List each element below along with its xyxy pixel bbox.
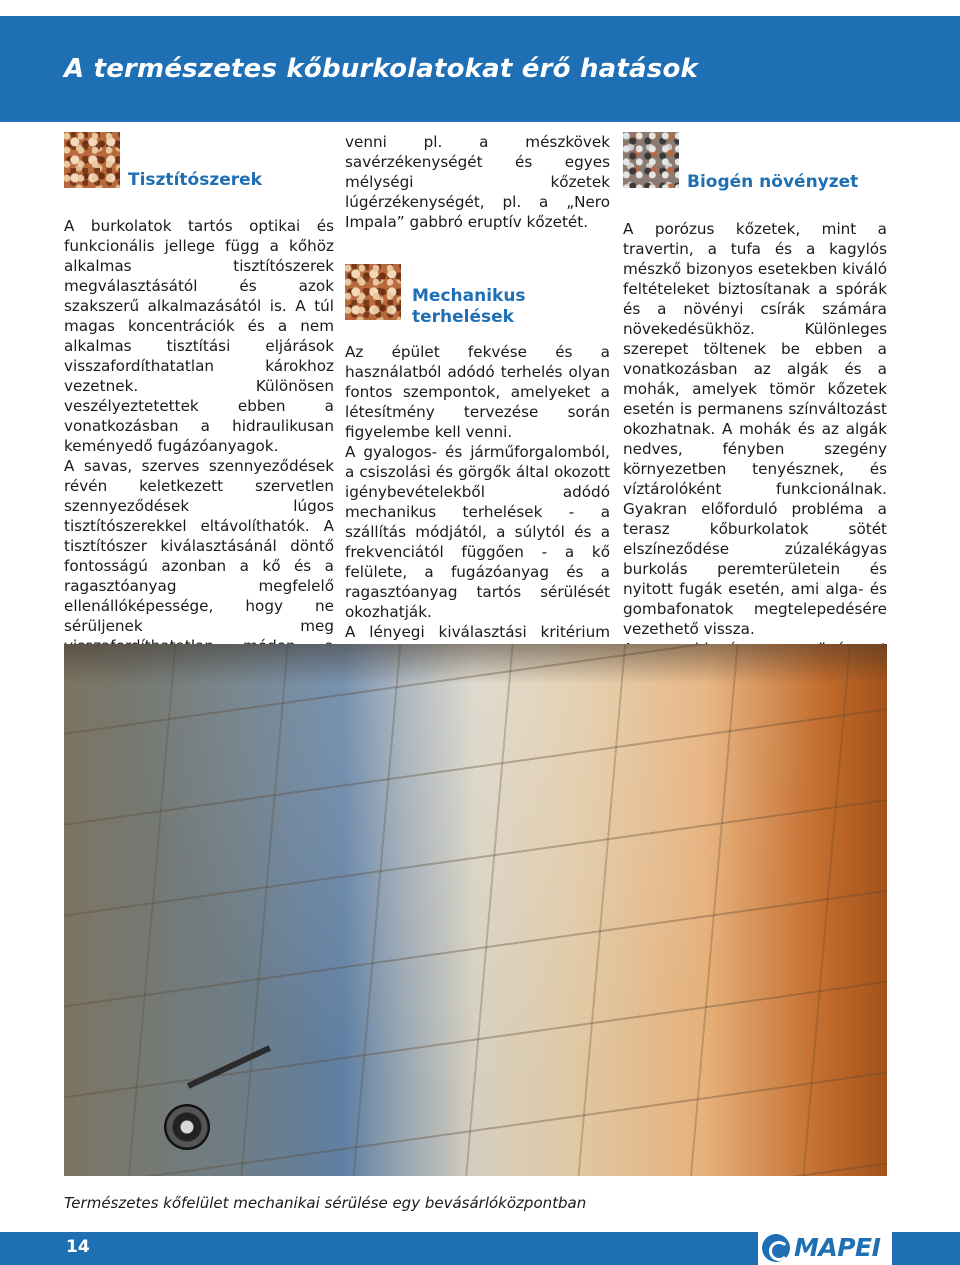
floor-damage-photo [64, 644, 887, 1176]
page-title: A természetes kőburkolatokat érő hatások [64, 54, 699, 84]
column-cleaning-agents [64, 132, 334, 696]
cart-wheel [164, 1104, 210, 1150]
page-number: 14 [66, 1237, 90, 1257]
paragraph: A gyalogos- és járműforgalomból, a csiszolási és görgők által okozott igénybevételekből adódó mechanikus terhelések - a szállítás módjától, a súlytól és a frekvenciától függően - a kő felülete, a fugázóanyag és a ragasztóanyag tartós sérülését okozhatják. [345, 443, 610, 621]
section-body [64, 216, 334, 696]
photo-caption: Természetes kőfelület mechanikai sérülése egy bevásárlóközpontban [64, 1194, 587, 1212]
section-heading: Tisztítószerek [128, 170, 262, 190]
photo-shadow [64, 644, 887, 684]
column-mechanical-loads [345, 132, 610, 702]
section-header-mechanical-loads [345, 264, 610, 342]
mapei-logo-icon [762, 1234, 790, 1262]
section-header-biogenic-growth [623, 132, 887, 196]
stone-texture-thumbnail [64, 132, 120, 188]
stone-texture-thumbnail [623, 132, 679, 188]
section-header-cleaning-agents [64, 132, 334, 196]
paragraph: A lényegi kiválasztási kritérium [345, 623, 610, 641]
stone-tile-floor [64, 644, 887, 1176]
paragraph: A savas, szerves szennyeződések révén keletkezett szervetlen szennyeződések lúgos tisztítószerekkel eltávolíthatók. A tisztítószer kiválasztásánál döntő fontosságú azonban a kő és a ragasztóanyag megfelelő ellenállóképessége, hogy ne sérüljenek meg [64, 457, 334, 635]
continued-paragraph: venni pl. a mészkövek savérzékenységét és egyes mélységi kőzetek lúgérzékenységét, pl. a „Nero Impala” gabbró eruptív kőzetét. [345, 133, 610, 231]
stone-texture-thumbnail [345, 264, 401, 320]
paragraph: A burkolatok tartós optikai és funkcionális jellege függ a kőhöz alkalmas tisztítószerek megválasztásától és azok szakszerű alkalmazásától is. A túl magas koncentrációk és a nem alkalmas tisztítási eljárások visszafordíthatatlan károkhoz vezetnek. Különösen veszélyeztetettek ebben a vonatkozásban a hidraulikusan keményedő fugázóanyagok. [64, 217, 334, 455]
section-heading: Mechanikus terhelések [412, 286, 526, 327]
paragraph: A porózus kőzetek, mint a travertin, a tufa és a kagylós mészkő bizonyos esetekben kiváló feltételeket biztosítanak a spórák és a növényi csírák számára növekedésükhöz. Különleges szerepet töltenek be ebben a vonatkozásban az algák és a mohák, amelyek tömör kőzetek esetén is permanens színváltozást okozhatnak. A mohák és az algák nedves, fényben szegény környezetben tenyésznek, és víztárolóként funkcionálnak. Gyakran előforduló probléma a terasz kőburkolatok sötét elszíneződése zúzalékágyas burkolás peremterületein és nyitott fugák esetén, ami alga- és gombafonatok megtelepedésére vezethető vissza. [623, 220, 887, 638]
logo-text: MAPEI [794, 1233, 881, 1262]
paragraph: Az épület fekvése és a használatból adódó terhelés olyan fontos szempontok, amelyeket a létesítmény tervezése során figyelembe kell venni. [345, 343, 610, 441]
section-body [623, 219, 887, 699]
mapei-logo [758, 1230, 892, 1265]
column-biogenic-growth [623, 132, 887, 699]
section-heading: Biogén növényzet [687, 172, 859, 192]
